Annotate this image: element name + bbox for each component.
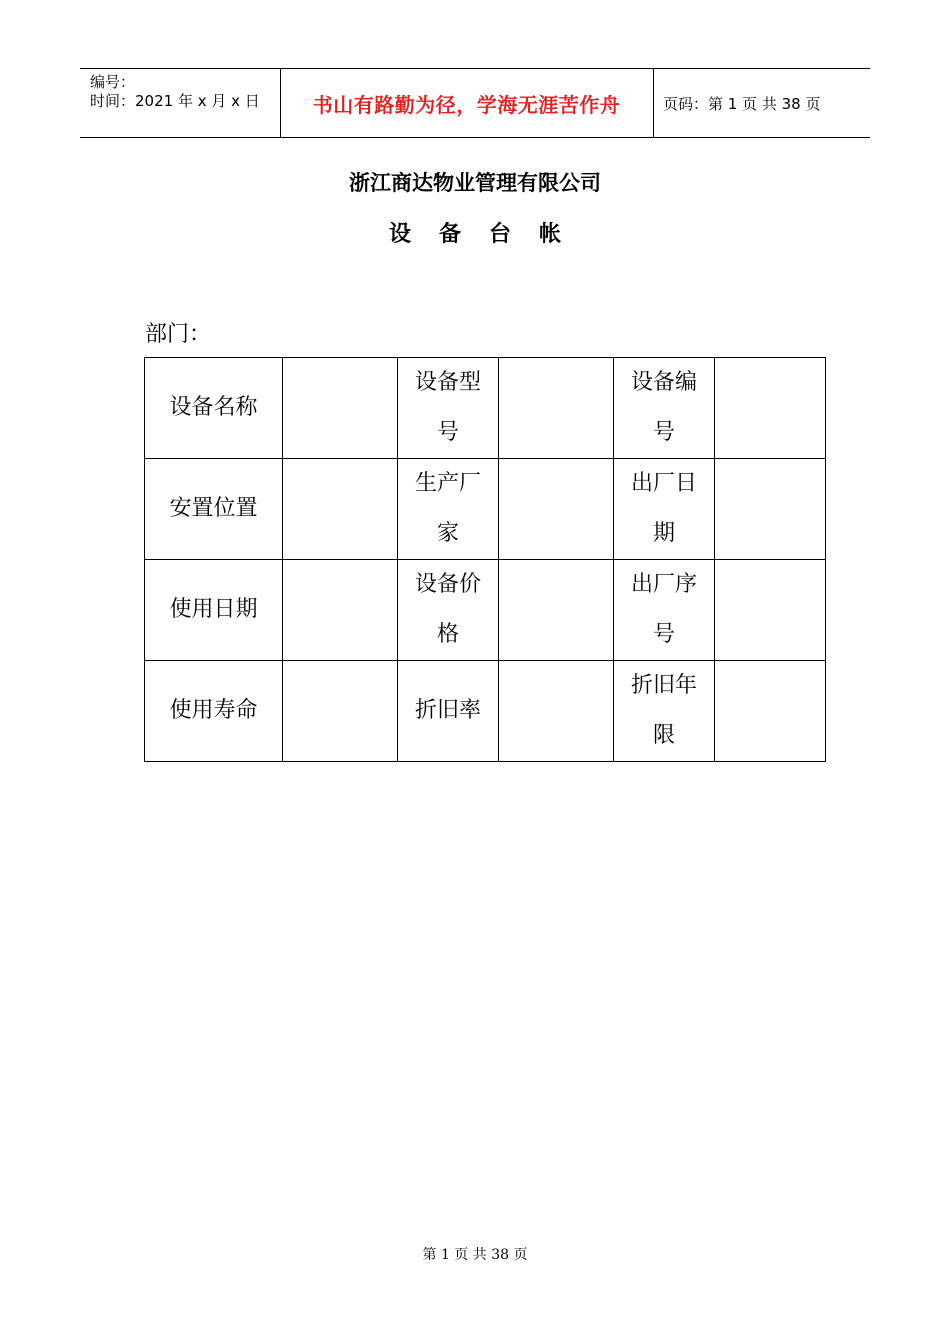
page-footer: 第 1 页 共 38 页 xyxy=(422,1247,528,1263)
header-motto: 书山有路勤为径，学海无涯苦作舟 xyxy=(312,92,621,117)
title-char: 设 xyxy=(388,222,411,247)
table-cell-value[interactable] xyxy=(283,358,398,459)
document-number-label: 编号： xyxy=(90,73,136,91)
title-char: 帐 xyxy=(539,222,562,247)
table-cell-label: 设备价格 xyxy=(398,560,499,661)
table-cell-label: 折旧率 xyxy=(398,661,499,762)
table-cell-label: 设备名称 xyxy=(145,358,283,459)
equipment-ledger-table xyxy=(144,357,826,762)
table-cell-value[interactable] xyxy=(499,358,614,459)
table-cell-label: 生产厂家 xyxy=(398,459,499,560)
table-cell-label: 使用寿命 xyxy=(145,661,283,762)
table-cell-label: 出厂日期 xyxy=(614,459,715,560)
table-cell-value[interactable] xyxy=(715,661,826,762)
table-cell-value[interactable] xyxy=(715,358,826,459)
title-char: 台 xyxy=(489,222,512,247)
table-cell-value[interactable] xyxy=(499,560,614,661)
table-row xyxy=(145,459,826,560)
table-row xyxy=(145,358,826,459)
title-char: 备 xyxy=(438,222,461,247)
document-time-label: 时间：2021 年 x 月 x 日 xyxy=(90,92,260,110)
table-cell-label: 折旧年限 xyxy=(614,661,715,762)
table-cell-value[interactable] xyxy=(283,661,398,762)
company-name: 浙江商达物业管理有限公司 xyxy=(349,171,601,195)
header-page-cell xyxy=(653,69,870,137)
table-cell-value[interactable] xyxy=(715,560,826,661)
table-row xyxy=(145,661,826,762)
table-cell-label: 设备编号 xyxy=(614,358,715,459)
document-header xyxy=(80,68,870,138)
header-motto-cell xyxy=(280,69,654,137)
table-cell-value[interactable] xyxy=(715,459,826,560)
table-cell-label: 设备型号 xyxy=(398,358,499,459)
table-row xyxy=(145,560,826,661)
table-cell-value[interactable] xyxy=(283,560,398,661)
table-cell-label: 使用日期 xyxy=(145,560,283,661)
department-label: 部门： xyxy=(145,322,212,347)
table-cell-value[interactable] xyxy=(283,459,398,560)
header-meta-cell xyxy=(80,69,281,137)
table-cell-label: 安置位置 xyxy=(145,459,283,560)
table-cell-value[interactable] xyxy=(499,459,614,560)
table-cell-value[interactable] xyxy=(499,661,614,762)
document-title xyxy=(0,220,950,250)
header-page-info: 页码：第 1 页 共 38 页 xyxy=(663,94,821,113)
table-cell-label: 出厂序号 xyxy=(614,560,715,661)
